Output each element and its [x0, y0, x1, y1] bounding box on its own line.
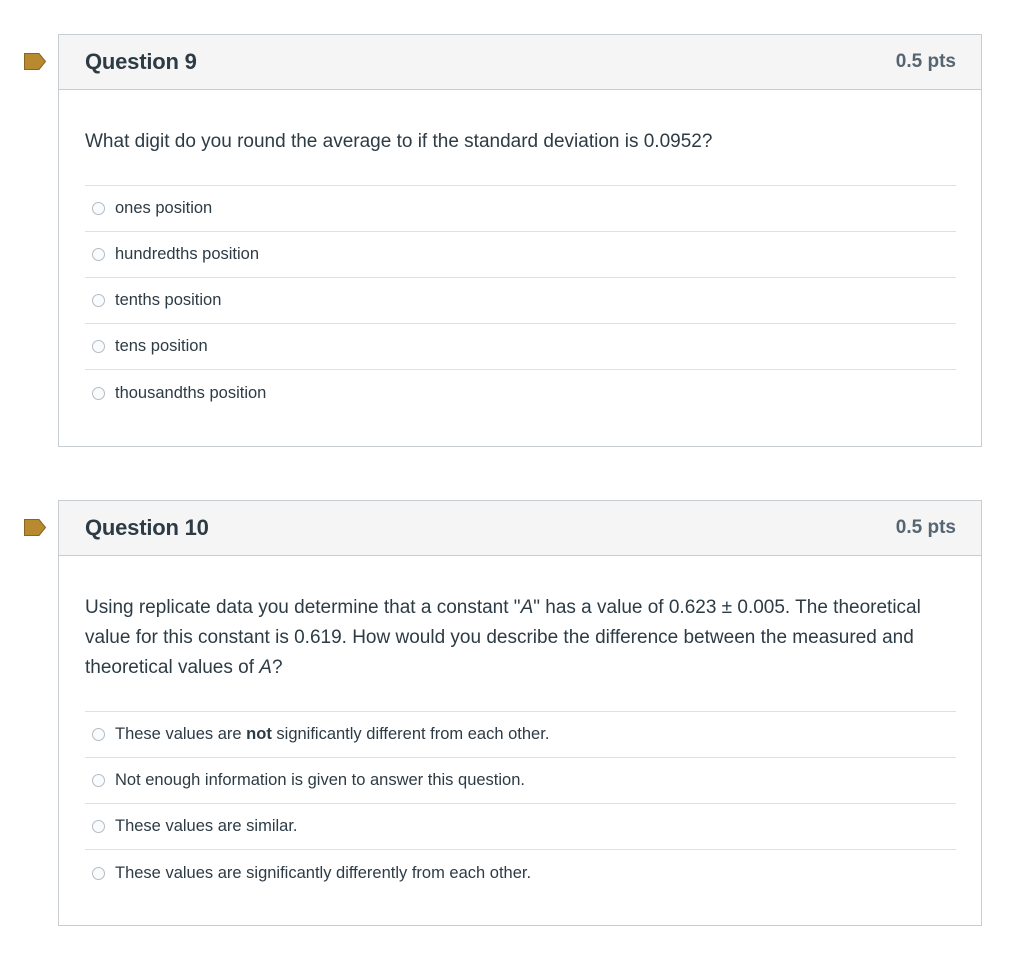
answer-list [85, 185, 956, 416]
answer-label: thousandths position [115, 383, 267, 402]
radio-button[interactable] [92, 248, 105, 261]
answer-option[interactable] [85, 804, 956, 850]
question-text [85, 556, 956, 711]
question-text-part: Using replicate data you determine that a constant " [85, 597, 521, 618]
answer-option[interactable] [85, 850, 956, 896]
answer-label: ones position [115, 199, 213, 217]
answer-label: Not enough information is given to answer this question. [115, 771, 525, 789]
radio-button[interactable] [92, 728, 105, 741]
radio-button[interactable] [92, 387, 105, 400]
question-text-part: ? [271, 657, 283, 678]
question-text-part: " has a value of 0.623 ± 0.005. The theoretical value for this constant is 0.619. How would you describe the difference between the measured and theoretical values of [85, 597, 921, 678]
question-body [59, 556, 981, 896]
question-title: Question 10 [85, 515, 209, 540]
radio-button[interactable] [92, 340, 105, 353]
bookmark-flag-icon[interactable] [23, 518, 47, 537]
answer-option[interactable] [85, 232, 956, 278]
question-10-card [58, 500, 982, 926]
answer-label-part: These values are [115, 725, 247, 743]
question-points: 0.5 pts [895, 51, 956, 72]
answer-option[interactable] [85, 278, 956, 324]
question-header [59, 501, 981, 556]
variable-a: A [259, 657, 272, 678]
answer-label: These values are similar. [115, 817, 298, 835]
radio-button[interactable] [92, 820, 105, 833]
question-9-card [58, 34, 982, 447]
answer-option[interactable] [85, 758, 956, 804]
radio-button[interactable] [92, 294, 105, 307]
variable-a: A [520, 597, 534, 618]
radio-button[interactable] [92, 202, 105, 215]
question-points: 0.5 pts [895, 517, 956, 538]
question-header [59, 35, 981, 90]
answer-label-emphasis: not [246, 725, 272, 743]
question-body [59, 90, 981, 416]
answer-option[interactable] [85, 186, 956, 232]
question-text: What digit do you round the average to if the standard deviation is 0.0952? [85, 131, 713, 152]
answer-label-part: significantly different from each other. [271, 725, 550, 743]
answer-list [85, 711, 956, 896]
bookmark-flag-icon[interactable] [23, 52, 47, 71]
answer-option[interactable] [85, 712, 956, 758]
answer-label: These values are significantly differently from each other. [115, 863, 532, 882]
radio-button[interactable] [92, 867, 105, 880]
question-title: Question 9 [85, 49, 197, 74]
answer-option[interactable] [85, 324, 956, 370]
answer-label: hundredths position [115, 245, 260, 263]
answer-option[interactable] [85, 370, 956, 416]
answer-label [115, 725, 549, 744]
answer-label: tens position [115, 337, 208, 355]
answer-label: tenths position [115, 291, 222, 309]
radio-button[interactable] [92, 774, 105, 787]
